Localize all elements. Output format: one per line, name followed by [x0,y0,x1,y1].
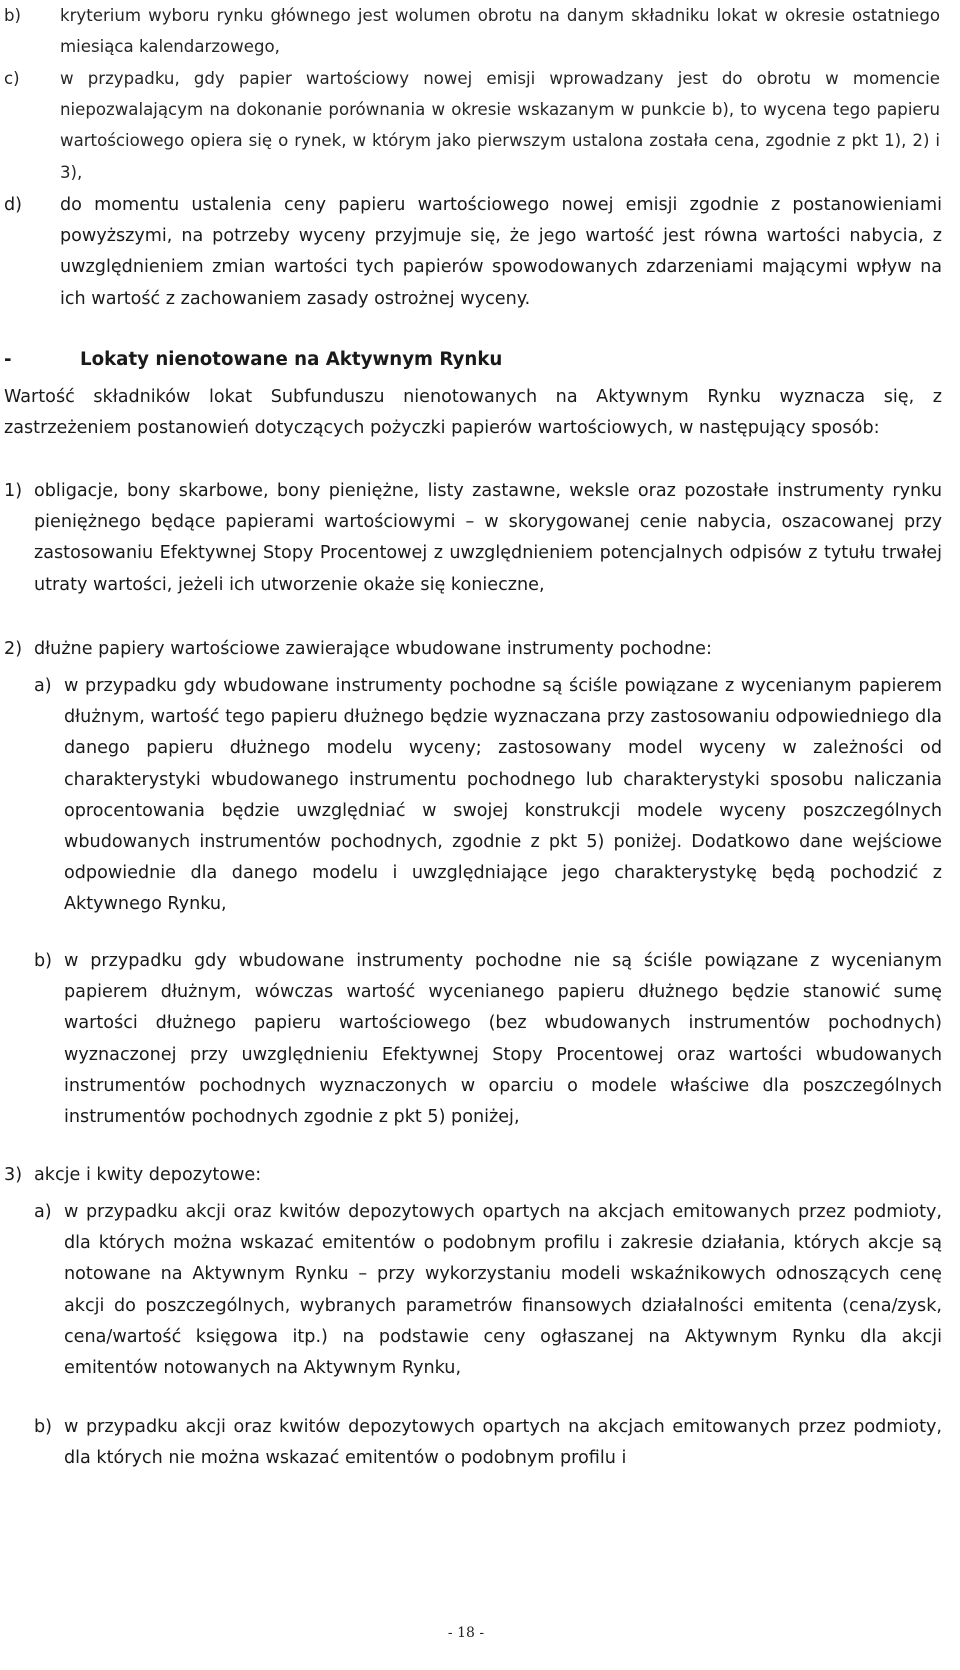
list-label: b) [34,1417,53,1437]
list-item-2a [34,671,942,921]
list-item-3a [34,1197,942,1384]
list-text: w przypadku gdy wbudowane instrumenty pochodne są ściśle powiązane z wycenianym papierem dłużnym, wartość tego papieru dłużnego będzie wyznaczana przy zastosowaniu odpowiedniego dla danego papieru dłużnego modelu wyceny; zastosowany model wyceny w zależności od charakterystyki wbudowanego instrumentu pochodnego lub charakterystyki sposobu naliczania oprocentowania będzie uwzględniać w swojej konstrukcji modele wyceny poszczególnych wbudowanych instrumentów pochodnych, zgodnie z pkt 5) poniżej. Dodatkowo dane wejściowe odpowiednie dla danego modelu i uwzględniające jego charakterystykę będą pochodzić z Aktywnego Rynku, [64,676,942,915]
list-item-b [4,0,940,62]
list-label: 1) [4,481,23,501]
list-text: akcje i kwity depozytowe: [34,1165,262,1185]
page-number: - 18 - [447,1625,485,1641]
list-item-1 [4,476,942,601]
list-item-3 [4,1160,942,1191]
list-item-d [4,190,942,315]
list-text: w przypadku, gdy papier wartościowy nowej emisji wprowadzany jest do obrotu w momencie niepozwalającym na dokonanie porównania w okresie wskazanym w punkcie b), to wycena tego papieru wartościowego opiera się o rynek, w którym jako pierwszym ustalona została cena, zgodnie z pkt 1), 2) i 3), [60,69,940,182]
list-label: a) [34,1202,52,1222]
list-item-3b [34,1412,942,1474]
list-label: b) [4,6,22,25]
list-label: 2) [4,639,23,659]
heading-text: Lokaty nienotowane na Aktywnym Rynku [80,349,503,370]
list-text: w przypadku akcji oraz kwitów depozytowych opartych na akcjach emitowanych przez podmioty, dla których nie można wskazać emitentów o podobnym profilu i [64,1417,942,1469]
list-text: do momentu ustalenia ceny papieru wartościowego nowej emisji zgodnie z postanowieniami powyższymi, na potrzeby wyceny przyjmuje się, że jego wartość jest równa wartości nabycia, z uwzględnieniem zmian wartości tych papierów spowodowanych zdarzeniami mającymi wpływ na ich wartość z zachowaniem zasady ostrożnej wyceny. [60,195,942,309]
list-text: obligacje, bony skarbowe, bony pieniężne, listy zastawne, weksle oraz pozostałe instrumenty rynku pieniężnego będące papierami wartościowymi – w skorygowanej cenie nabycia, oszacowanej przy zastosowaniu Efektywnej Stopy Procentowej z uwzględnieniem potencjalnych odpisów z tytułu trwałej utraty wartości, jeżeli ich utworzenie okaże się konieczne, [34,481,942,595]
list-label: b) [34,951,53,971]
list-text: w przypadku akcji oraz kwitów depozytowych opartych na akcjach emitowanych przez podmioty, dla których można wskazać emitentów o podobnym profilu i zakresie działania, których akcje są notowane na Aktywnym Rynku – przy wykorzystaniu modeli wskaźnikowych odnoszących cenę akcji do poszczególnych, wybranych parametrów finansowych działalności emitenta (cena/zysk, cena/wartość księgowa itp.) na podstawie ceny ogłaszanej na Aktywnym Rynku dla akcji emitentów notowanych na Aktywnym Rynku, [64,1202,942,1379]
list-label: c) [4,69,20,88]
heading-dash: - [4,349,12,370]
list-text: dłużne papiery wartościowe zawierające wbudowane instrumenty pochodne: [34,639,712,659]
list-text: kryterium wyboru rynku głównego jest wolumen obrotu na danym składniku lokat w okresie ostatniego miesiąca kalendarzowego, [60,6,940,57]
list-text: w przypadku gdy wbudowane instrumenty pochodne nie są ściśle powiązane z wycenianym papierem dłużnym, wówczas wartość wycenianego papieru dłużnego będzie stanowić sumę wartości dłużnego papieru wartościowego (bez wbudowanych instrumentów pochodnych) wyznaczonej przy uwzględnieniu Efektywnej Stopy Procentowej oraz wartości wbudowanych instrumentów pochodnych wyznaczonych w oparciu o modele właściwe dla poszczególnych instrumentów pochodnych zgodnie z pkt 5) poniżej, [64,951,942,1128]
list-label: d) [4,195,23,215]
list-label: 3) [4,1165,23,1185]
list-item-2b [34,946,942,1133]
intro-paragraph: Wartość składników lokat Subfunduszu nienotowanych na Aktywnym Rynku wyznacza się, z zastrzeżeniem postanowień dotyczących pożyczki papierów wartościowych, w następujący sposób: [4,387,942,439]
list-item-c [4,63,940,188]
list-label: a) [34,676,52,696]
list-item-2 [4,634,942,665]
